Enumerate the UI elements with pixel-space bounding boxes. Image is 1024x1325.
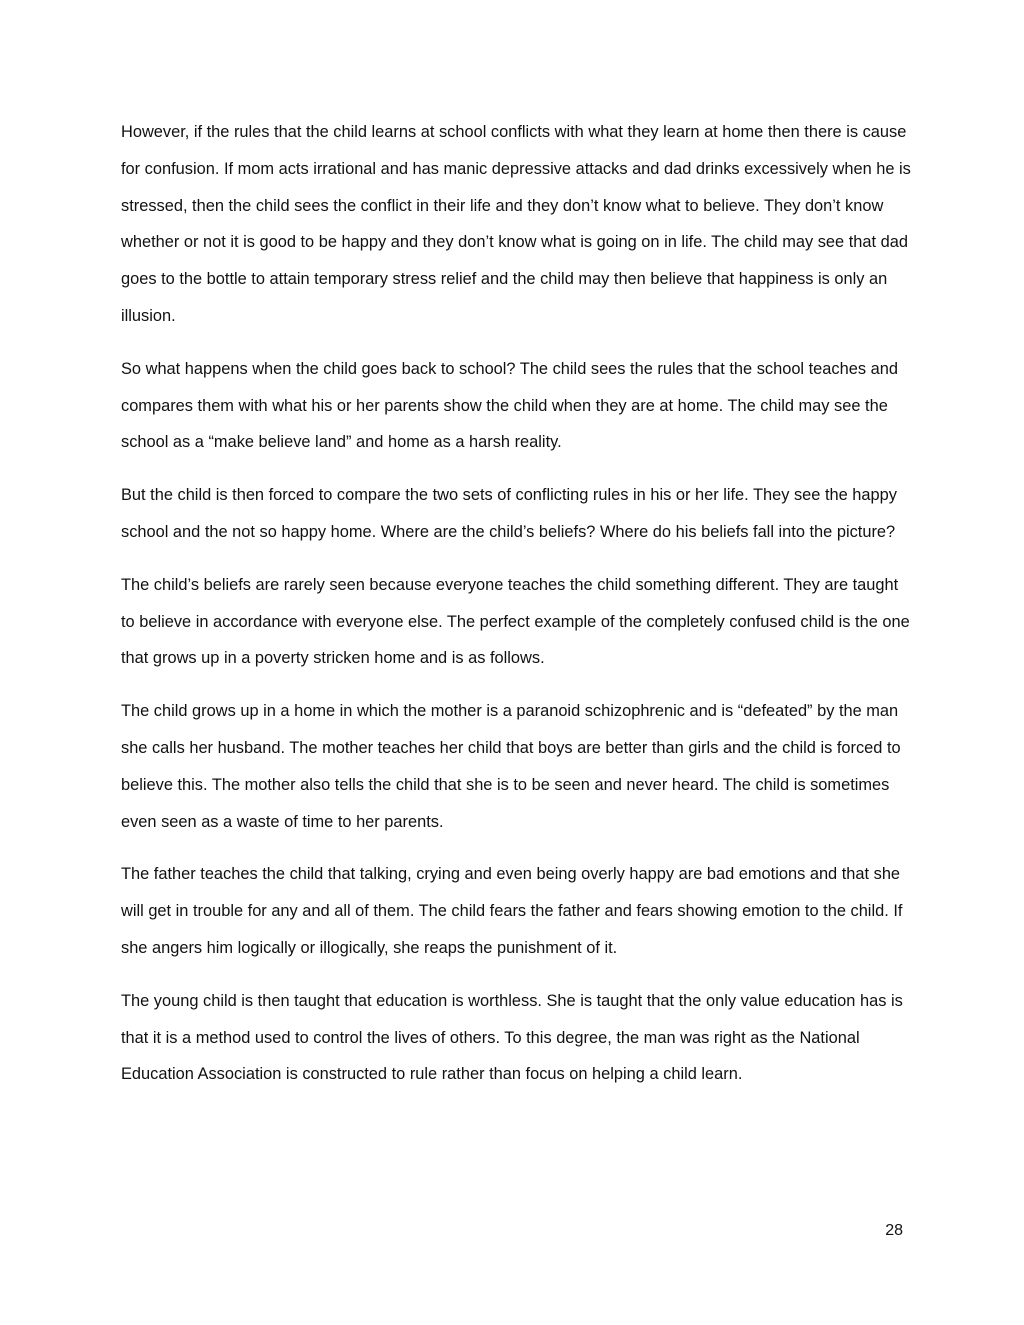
- paragraph-1: However, if the rules that the child learns at school conflicts with what they learn at home then there is cause for confusion. If mom acts irrational and has manic depressive attacks and dad drinks excessively when he is stressed, then the child sees the conflict in their life and they don’t know what to believe. They don’t know whether or not it is good to be happy and they don’t know what is going on in life. The child may see that dad goes to the bottle to attain temporary stress relief and the child may then believe that happiness is only an illusion.: [121, 123, 911, 325]
- paragraph-6: The father teaches the child that talking, crying and even being overly happy are bad emotions and that she will get in trouble for any and all of them. The child fears the father and fears showing emotion to the child. If she angers him logically or illogically, she reaps the punishment of it.: [121, 865, 903, 957]
- paragraph-2: So what happens when the child goes back to school? The child sees the rules that the school teaches and compares them with what his or her parents show the child when they are at home. The child may see the school as a “make believe land” and home as a harsh reality.: [121, 359, 898, 452]
- page-number: 28: [885, 1222, 903, 1239]
- paragraph-7: The young child is then taught that education is worthless. She is taught that the only value education has is that it is a method used to control the lives of others. To this degree, the man was right as the National Education Association is constructed to rule rather than focus on helping a child learn.: [121, 991, 903, 1084]
- paragraph-3: But the child is then forced to compare the two sets of conflicting rules in his or her life. They see the happy school and the not so happy home. Where are the child’s beliefs? Where do his beliefs fall into the picture?: [121, 486, 897, 541]
- paragraph-4: The child’s beliefs are rarely seen because everyone teaches the child something different. They are taught to believe in accordance with everyone else. The perfect example of the completely confused child is the one that grows up in a poverty stricken home and is as follows.: [121, 575, 910, 668]
- paragraph-5: The child grows up in a home in which the mother is a paranoid schizophrenic and is “defeated” by the man she calls her husband. The mother teaches her child that boys are better than girls and the child is forced to believe this. The mother also tells the child that she is to be seen and never heard. The child is sometimes even seen as a waste of time to her parents.: [121, 702, 901, 831]
- document-body: [121, 114, 911, 1109]
